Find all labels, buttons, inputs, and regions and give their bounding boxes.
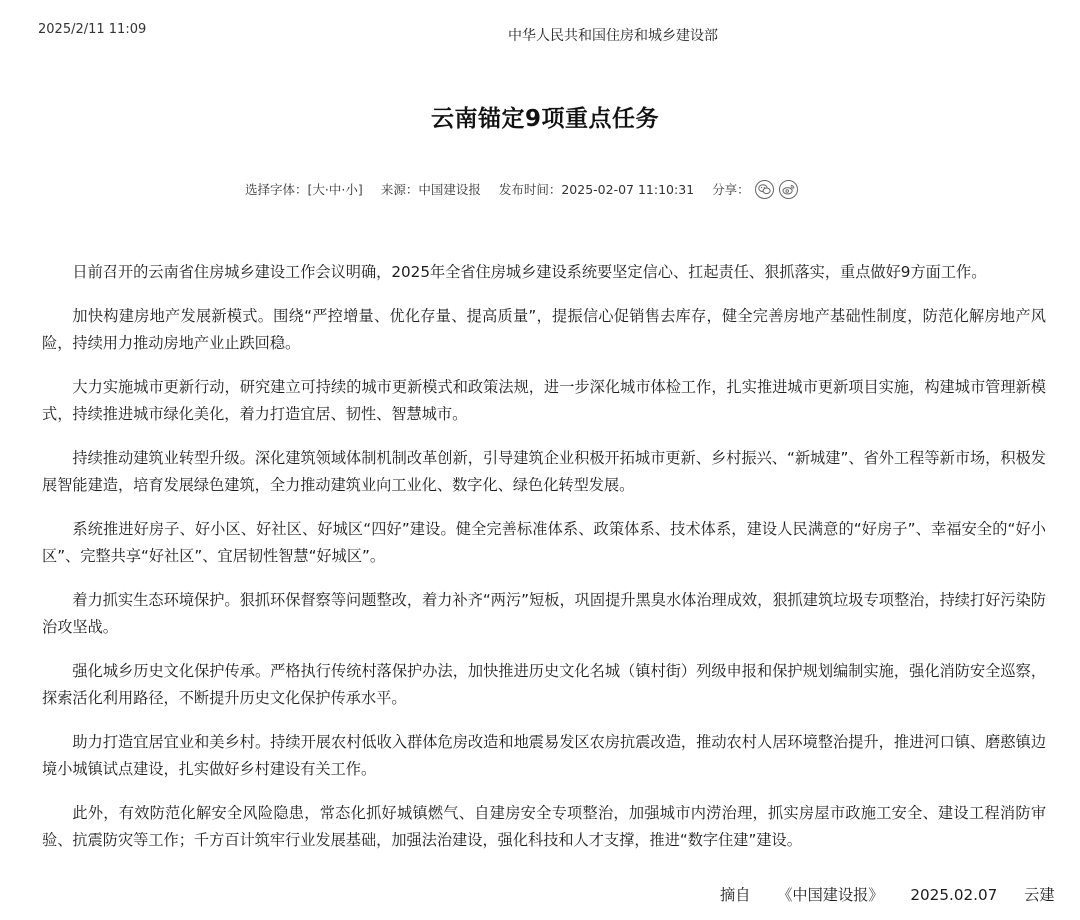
print-datetime: 2025/2/11 11:09: [38, 22, 147, 37]
print-header: [0, 22, 1080, 44]
excerpt-publication: 《中国建设报》: [777, 886, 884, 904]
article-paragraph: 强化城乡历史文化保护传承。严格执行传统村落保护办法，加快推进历史文化名城（镇村街）列级申报和保护规划编制实施，强化消防安全巡察，探索活化利用路径，不断提升历史文化保护传承水平。: [42, 662, 1046, 707]
share-label: 分享：: [712, 182, 750, 197]
excerpt-author: 云建: [1024, 886, 1055, 904]
article-body: [42, 259, 1046, 871]
font-size-label: 选择字体：: [245, 182, 308, 197]
weibo-icon[interactable]: [779, 180, 798, 199]
article-paragraph: 持续推动建筑业转型升级。深化建筑领域体制机制改革创新，引导建筑企业积极开拓城市更新、乡村振兴、“新城建”、省外工程等新市场，积极发展智能建造，培育发展绿色建筑，全力推动建筑业向工业化、数字化、绿色化转型发展。: [42, 449, 1046, 494]
article-paragraph: 助力打造宜居宜业和美乡村。持续开展农村低收入群体危房改造和地震易发区农房抗震改造，推动农村人居环境整治提升，推进河口镇、磨憨镇边境小城镇试点建设，扎实做好乡村建设有关工作。: [42, 733, 1046, 778]
publish-time-label: 发布时间：: [498, 182, 562, 197]
font-size-bracket-open: [: [307, 181, 313, 197]
excerpt-date: 2025.02.07: [910, 886, 998, 904]
source-label: 来源：: [380, 182, 419, 197]
article-paragraph: 此外，有效防范化解安全风险隐患，常态化抓好城镇燃气、自建房安全专项整治，加强城市内涝治理，抓实房屋市政施工安全、建设工程消防审验、抗震防灾等工作；千方百计筑牢行业发展基础，加强法治建设，强化科技和人才支撑，推进“数字住建”建设。: [42, 804, 1046, 849]
article-paragraph: 着力抓实生态环境保护。狠抓环保督察等问题整改，着力补齐“两污”短板，巩固提升黑臭水体治理成效，狠抓建筑垃圾专项整治，持续打好污染防治攻坚战。: [42, 591, 1046, 636]
article-source-line: [720, 884, 1055, 905]
print-site-name: 中华人民共和国住房和城乡建设部: [508, 28, 718, 44]
font-size-large-link[interactable]: 大: [312, 182, 325, 197]
publish-time-value: 2025-02-07 11:10:31: [561, 181, 695, 197]
article-meta: [245, 178, 798, 200]
article-title: 云南锚定9项重点任务: [430, 106, 659, 132]
font-size-separator: ·: [324, 181, 329, 197]
source-value: 中国建设报: [418, 182, 481, 197]
article-paragraph: 日前召开的云南省住房城乡建设工作会议明确，2025年全省住房城乡建设系统要坚定信心、扛起责任、狠抓落实，重点做好9方面工作。: [72, 263, 987, 281]
wechat-icon[interactable]: [755, 180, 774, 199]
font-size-bracket-close: ]: [357, 181, 363, 197]
font-size-small-link[interactable]: 小: [345, 182, 358, 197]
font-size-separator: ·: [341, 181, 346, 197]
excerpt-label: 摘自: [720, 886, 751, 904]
font-size-medium-link[interactable]: 中: [328, 182, 342, 197]
article-paragraph: 系统推进好房子、好小区、好社区、好城区“四好”建设。健全完善标准体系、政策体系、技术体系，建设人民满意的“好房子”、幸福安全的“好小区”、完整共享“好社区”、宜居韧性智慧“好城区”。: [42, 520, 1046, 565]
article-paragraph: 加快构建房地产发展新模式。围绕“严控增量、优化存量、提高质量”，提振信心促销售去库存，健全完善房地产基础性制度，防范化解房地产风险，持续用力推动房地产业止跌回稳。: [42, 307, 1046, 352]
article-paragraph: 大力实施城市更新行动，研究建立可持续的城市更新模式和政策法规，进一步深化城市体检工作，扎实推进城市更新项目实施，构建城市管理新模式，持续推进城市绿化美化，着力打造宜居、韧性、智慧城市。: [42, 378, 1046, 423]
